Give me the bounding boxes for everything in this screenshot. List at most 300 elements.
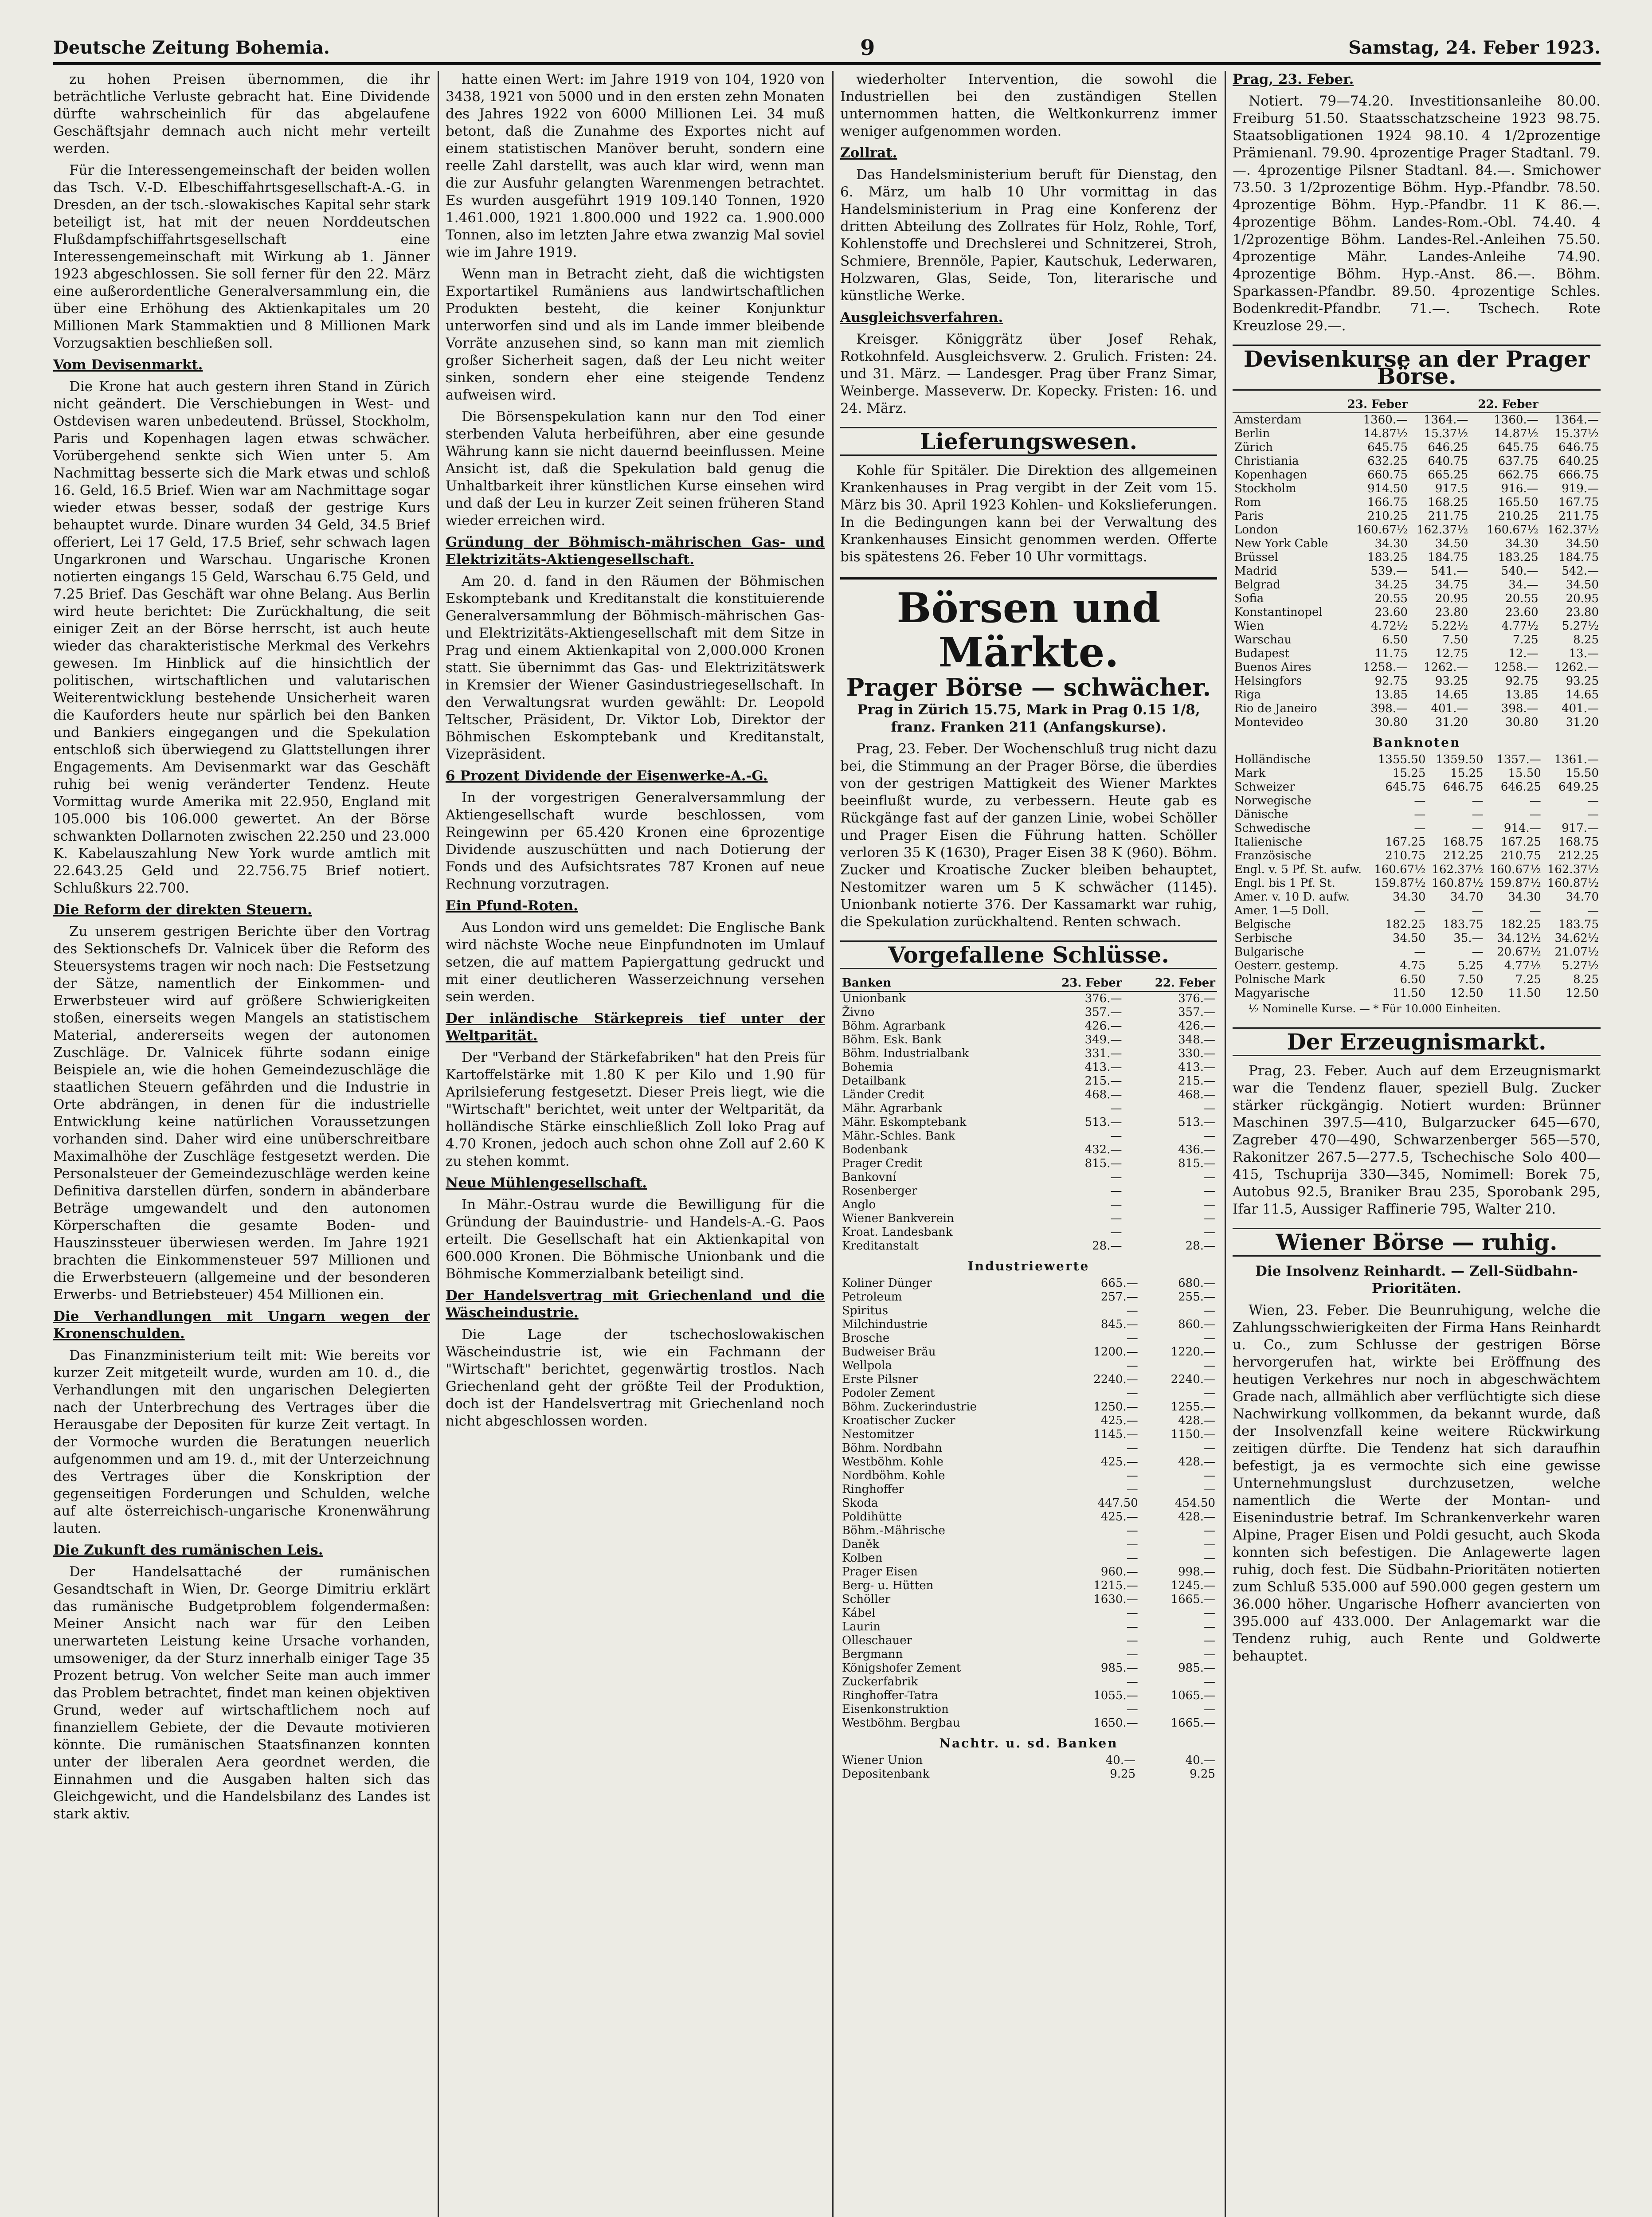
schluesse-table [840, 975, 1217, 1253]
row-value: 542.— [1562, 564, 1599, 578]
table-row [1233, 753, 1601, 767]
article-elbeschiffahrt: Für die Interessengemeinschaft der beiden wollen das Tsch. V.-D. Elbeschiffahrtsgesellschaft-A.-G. in Dresden, an der tsch.-slowakisches Kapital sehr stark beteiligt ist, hat mit der neuen Norddeutschen Flußdampfschiffahrtsgesellschaft eine Interessengemeinschaft mit Wirkung ab 1. Jänner 1923 abgeschlossen. Sie soll ferner für den 22. März eine außerordentliche Generalversammlung ein, die über eine Erhöhung des Aktienkapitales um 20 Millionen Mark Stammaktien und 8 Millionen Mark Vorzugsaktien beschließen soll. [53, 162, 430, 351]
row-label: Skoda [842, 1496, 878, 1510]
row-value: 1361.— [1554, 753, 1599, 766]
row-value: 376.— [1178, 992, 1215, 1005]
row-value: 182.25 [1500, 918, 1541, 931]
table-row [840, 1538, 1217, 1551]
row-label: Madrid [1234, 564, 1277, 578]
row-label: Warschau [1234, 633, 1292, 646]
row-label: Norwegische [1234, 794, 1311, 807]
row-value: 159.87½ [1374, 877, 1426, 890]
table-row [1233, 661, 1601, 674]
row-value: — [1204, 1648, 1215, 1661]
row-value: — [1126, 1634, 1138, 1647]
row-value: — [1204, 1620, 1215, 1633]
row-value: 914.— [1503, 822, 1541, 835]
row-value: 2240.— [1170, 1373, 1215, 1386]
table-row [1233, 835, 1601, 849]
row-label: Živno [842, 1006, 875, 1019]
article-heading-eisenwerke: 6 Prozent Dividende der Eisenwerke-A.-G. [446, 768, 768, 784]
row-value: — [1204, 1212, 1215, 1225]
article-pfund: Aus London wird uns gemeldet: Die Englische Bank wird nächste Woche neue Einpfundnoten im Umlauf setzen, die auf mattem Papiergattung gedruckt und mit einer deutlicheren Wasserzeichnung versehen sein werden. [446, 920, 825, 1005]
row-value: 680.— [1178, 1277, 1215, 1290]
row-value: 12.50 [1450, 987, 1484, 1000]
row-label: London [1234, 523, 1278, 537]
table-header: 23. Feber [1339, 397, 1409, 413]
article-heading-muehlen: Neue Mühlengesellschaft. [446, 1175, 647, 1191]
table-row [840, 1703, 1217, 1716]
row-value: 1360.— [1494, 413, 1538, 427]
row-value: 447.50 [1097, 1496, 1138, 1510]
row-value: 998.— [1178, 1565, 1215, 1579]
row-value: 215.— [1178, 1074, 1215, 1088]
row-label: Helsingfors [1234, 674, 1302, 688]
table-row [1233, 877, 1601, 890]
row-label: Wien [1234, 619, 1264, 633]
table-row [1233, 808, 1601, 822]
row-value: 34.25 [1374, 578, 1408, 591]
row-value: 5.25 [1457, 959, 1484, 972]
row-label: Podoler Zement [842, 1387, 935, 1400]
row-label: Eisenkonstruktion [842, 1703, 949, 1716]
table-row [1233, 702, 1601, 716]
row-label: Kábel [842, 1606, 876, 1620]
table-row [840, 1318, 1217, 1332]
table-header: 22. Feber [1124, 975, 1217, 991]
table-row [1233, 822, 1601, 835]
table-row [1233, 849, 1601, 863]
row-label: Buenos Aires [1234, 661, 1311, 674]
row-value: — [1126, 1620, 1138, 1633]
row-value: — [1414, 794, 1426, 807]
table-row [1233, 932, 1601, 945]
table-row [1233, 441, 1601, 454]
row-label: Rio de Janeiro [1234, 702, 1317, 715]
row-value: 6.50 [1400, 973, 1426, 986]
row-value: 40.— [1185, 1754, 1215, 1767]
table-row [840, 1428, 1217, 1441]
row-value: 914.50 [1367, 482, 1408, 495]
row-value: 428.— [1178, 1414, 1215, 1427]
table-header [1409, 397, 1470, 413]
wien-deck: Die Insolvenz Reinhardt. — Zell-Südbahn-Prioritäten. [1255, 1263, 1578, 1297]
table-header: 23. Feber [1030, 975, 1124, 991]
table-row [840, 1006, 1217, 1019]
table-row [1233, 468, 1601, 482]
row-label: Prager Eisen [842, 1565, 918, 1579]
row-value: 1360.— [1363, 413, 1408, 427]
row-value: 348.— [1178, 1033, 1215, 1046]
row-label: Bergmann [842, 1648, 903, 1661]
row-value: 401.— [1431, 702, 1468, 715]
table-row [840, 1019, 1217, 1033]
table-row [840, 1606, 1217, 1620]
row-label: Rosenberger [842, 1184, 917, 1198]
table-row [840, 1400, 1217, 1414]
table-row [840, 1754, 1217, 1767]
table-row [840, 1047, 1217, 1061]
row-value: 917.5 [1435, 482, 1468, 495]
row-value: 845.— [1100, 1318, 1138, 1331]
table-header [1233, 397, 1339, 413]
row-label: Magyarische [1234, 987, 1310, 1000]
row-value: 413.— [1178, 1061, 1215, 1074]
row-value: — [1204, 1184, 1215, 1198]
row-value: — [1204, 1226, 1215, 1239]
prag-heading: Prag, 23. Feber. [1233, 71, 1354, 87]
table-row [840, 1143, 1217, 1157]
article-heading-pfund: Ein Pfund-Roten. [446, 898, 578, 914]
table-row [840, 1359, 1217, 1373]
row-value: 7.50 [1457, 973, 1484, 986]
row-label: Nestomitzer [842, 1428, 914, 1441]
table-row [840, 1226, 1217, 1239]
row-label: Kroat. Landesbank [842, 1226, 953, 1239]
row-label: Dänische [1234, 808, 1288, 821]
row-value: 632.25 [1367, 454, 1408, 468]
row-value: — [1126, 1524, 1138, 1537]
row-value: 376.— [1084, 992, 1122, 1005]
row-value: 331.— [1084, 1047, 1122, 1060]
table-row [840, 1332, 1217, 1345]
row-value: 349.— [1084, 1033, 1122, 1046]
row-value: 637.75 [1498, 454, 1538, 468]
row-value: 210.75 [1500, 849, 1541, 862]
row-label: Anglo [842, 1198, 876, 1211]
table-row [1233, 767, 1601, 780]
table-row [1233, 523, 1601, 537]
row-value: 34.70 [1566, 890, 1599, 904]
row-label: Westböhm. Bergbau [842, 1716, 960, 1730]
row-value: 4.77½ [1504, 959, 1541, 972]
row-value: 1364.— [1423, 413, 1468, 427]
row-label: Ringhoffer-Tatra [842, 1689, 939, 1702]
row-value: 167.25 [1500, 835, 1541, 849]
row-value: 30.80 [1374, 716, 1408, 729]
row-value: 1145.— [1093, 1428, 1138, 1441]
row-value: 4.75 [1400, 959, 1426, 972]
row-label: Amer. 1—5 Doll. [1234, 904, 1329, 917]
row-value: — [1126, 1538, 1138, 1551]
row-value: 93.25 [1435, 674, 1468, 688]
column-divider [832, 71, 834, 2217]
newspaper-name: Deutsche Zeitung Bohemia. [53, 37, 330, 58]
row-value: — [1204, 1703, 1215, 1716]
row-label: Serbische [1234, 932, 1292, 945]
row-value: 162.37½ [1547, 523, 1599, 537]
row-label: Berlin [1234, 427, 1270, 440]
table-row [1233, 918, 1601, 932]
row-value: — [1204, 1198, 1215, 1211]
row-label: Montevideo [1234, 716, 1304, 729]
row-value: 7.25 [1512, 633, 1538, 646]
row-value: 210.25 [1498, 509, 1538, 523]
table-row [840, 1387, 1217, 1400]
row-value: 4.72½ [1370, 619, 1408, 633]
table-row [1233, 987, 1601, 1000]
row-value: 5.22½ [1431, 619, 1468, 633]
row-value: 34.30 [1505, 537, 1538, 550]
row-value: 541.— [1431, 564, 1468, 578]
row-label: Zuckerfabrik [842, 1675, 918, 1688]
row-value: — [1110, 1102, 1122, 1115]
row-value: 649.25 [1558, 780, 1599, 794]
row-label: Kroatischer Zucker [842, 1414, 955, 1427]
row-value: 1355.50 [1378, 753, 1426, 766]
row-value: 646.75 [1443, 780, 1484, 794]
row-value: 960.— [1100, 1565, 1138, 1579]
row-label: Sofia [1234, 592, 1264, 605]
row-label: Brosche [842, 1332, 890, 1345]
row-value: 166.75 [1367, 496, 1408, 509]
table-row [840, 1074, 1217, 1088]
masthead [53, 31, 1601, 65]
column-4 [1233, 71, 1601, 2217]
banknoten-table [1233, 753, 1601, 1000]
row-value: 160.67½ [1489, 863, 1541, 876]
table-row [840, 1455, 1217, 1469]
article-lieferungswesen: Kohle für Spitäler. Die Direktion des allgemeinen Krankenhauses in Prag vergibt in der Zeit vom 15. März bis 30. April 1923 Kohlen- und Kokslieferungen. In die Bedingungen kann bei der Verwaltung des Krankenhauses Einsicht genommen werden. Offerte bis spätestens 26. Feber 10 Uhr vormittags. [840, 462, 1217, 565]
erzeugnis-title: Der Erzeugnismarkt. [1233, 1027, 1601, 1056]
table-row [1233, 537, 1601, 551]
row-value: — [1204, 1332, 1215, 1345]
row-value: — [1414, 822, 1426, 835]
devisen-table [1233, 397, 1601, 729]
table-row [1233, 509, 1601, 523]
row-value: — [1414, 945, 1426, 959]
table-row [840, 1290, 1217, 1304]
row-value: 30.80 [1505, 716, 1538, 729]
row-value: — [1110, 1198, 1122, 1211]
row-value: 917.— [1562, 822, 1599, 835]
issue-date: Samstag, 24. Feber 1923. [1348, 37, 1601, 58]
row-label: Olleschauer [842, 1634, 912, 1647]
row-label: Mähr. Agrarbank [842, 1102, 942, 1115]
row-value: 8.25 [1573, 633, 1599, 646]
row-value: 646.25 [1428, 441, 1468, 454]
row-value: 640.75 [1428, 454, 1468, 468]
row-label: Budweiser Bräu [842, 1345, 936, 1359]
row-value: 183.75 [1443, 918, 1484, 931]
row-value: 168.75 [1443, 835, 1484, 849]
row-label: Milchindustrie [842, 1318, 928, 1331]
row-value: 167.25 [1385, 835, 1426, 849]
table-row [1233, 647, 1601, 661]
row-value: 23.60 [1505, 606, 1538, 619]
row-value: 34.70 [1450, 890, 1484, 904]
row-value: — [1126, 1359, 1138, 1372]
row-value: — [1204, 1675, 1215, 1688]
row-value: — [1126, 1304, 1138, 1317]
schluesse-title: Vorgefallene Schlüsse. [840, 940, 1217, 969]
row-value: 398.— [1370, 702, 1408, 715]
column-2 [446, 71, 825, 2217]
row-value: 31.20 [1566, 716, 1599, 729]
row-value: 4.77½ [1501, 619, 1538, 633]
article-gas: Am 20. d. fand in den Räumen der Böhmischen Eskomptebank und Kreditanstalt die konstituierende Generalversammlung der Böhmisch-mährischen Gas- und Elektrizitäts-Aktiengesellschaft mit dem Sitze in Prag und einem Aktienkapital von 2,000.000 Kronen statt. Sie übernimmt das Gas- und Elektrizitätswerk in Kremsier der Wiener Gasindustriegesellschaft. In den Verwaltungsrat wurden gewählt: Dr. Leopold Teltscher, Präsident, Dr. Viktor Lob, Direktor der Böhmischen Eskomptebank und Kreditanstalt, Vizepräsident. [446, 573, 825, 762]
row-value: 513.— [1084, 1116, 1122, 1129]
article-heading-devisenmarkt: Vom Devisenmarkt. [53, 357, 203, 373]
row-label: Ringhoffer [842, 1483, 904, 1496]
row-value: 34.— [1508, 578, 1538, 591]
table-row [1233, 890, 1601, 904]
article-heading-staerke: Der inländische Stärkepreis tief unter der Weltparität. [446, 1011, 825, 1044]
row-label: Engl. v. 5 Pf. St. aufw. [1234, 863, 1362, 876]
row-value: 15.50 [1508, 767, 1541, 780]
row-value: 162.37½ [1417, 523, 1468, 537]
table-row [1233, 413, 1601, 427]
table-header [1540, 397, 1601, 413]
row-label: Böhm. Industrialbank [842, 1047, 969, 1060]
article-leu: Der Handelsattaché der rumänischen Gesandtschaft in Wien, Dr. George Dimitriu erklärt das rumänische Budgetproblem folgendermaßen: Meiner Ansicht nach war für den Leiben unerwarteten Leistung keine Ursache vorhanden, umsoweniger, da der Sturz innerhalb einiger Tage 35 Prozent betrug. Von welcher Seite man auch immer das Problem betrachtet, findet man keinen objektiven Grund, weder auf wirtschaftlichem noch auf finanziellem Gebiete, der die Devaute motivieren könnte. Die rumänischen Staatsfinanzen konnten unter der liberalen Aera geordnet werden, die Einnahmen und die Ausgaben halten sich das Gleichgewicht, und die Handelsbilanz des Landes ist stark aktiv. [53, 1564, 430, 1822]
row-value: — [1587, 808, 1599, 821]
row-value: 14.65 [1566, 688, 1599, 701]
row-value: 210.75 [1385, 849, 1426, 862]
row-label: Mähr. Eskomptebank [842, 1116, 967, 1129]
row-value: 1357.— [1496, 753, 1541, 766]
table-row [840, 1593, 1217, 1606]
row-value: — [1126, 1675, 1138, 1688]
row-value: 1262.— [1423, 661, 1468, 674]
row-value: 15.50 [1566, 767, 1599, 780]
row-value: 160.67½ [1374, 863, 1426, 876]
row-value: 13.— [1569, 647, 1599, 660]
row-value: — [1204, 1634, 1215, 1647]
row-label: Bohemia [842, 1061, 893, 1074]
row-label: Petroleum [842, 1290, 902, 1304]
row-value: 5.27½ [1562, 959, 1599, 972]
article-muehlen: In Mähr.-Ostrau wurde die Bewilligung für die Gründung der Bauindustrie- und Handels-A.-G. Paos erteilt. Die Gesellschaft hat ein Aktienkapital von 600.000 Kronen. Die Böhmische Unionbank und die Böhmische Kommerzialbank beteiligt sind. [446, 1197, 825, 1282]
table-row [840, 1184, 1217, 1198]
row-label: Amsterdam [1234, 413, 1302, 427]
row-value: — [1472, 945, 1484, 959]
column-3 [840, 71, 1217, 2217]
table-row [840, 1239, 1217, 1253]
prager-boerse-title: Prager Börse — schwächer. [846, 673, 1211, 701]
table-row [1233, 578, 1601, 592]
row-value: 645.75 [1498, 441, 1538, 454]
row-label: Erste Pilsner [842, 1373, 918, 1386]
row-value: 513.— [1178, 1116, 1215, 1129]
row-value: 401.— [1562, 702, 1599, 715]
table-row [1233, 427, 1601, 441]
table-row [840, 1373, 1217, 1387]
row-value: 1200.— [1093, 1345, 1138, 1359]
misc-table [840, 1754, 1217, 1781]
row-label: Riga [1234, 688, 1261, 701]
table-row [840, 1510, 1217, 1524]
table-row [840, 1551, 1217, 1565]
row-value: — [1204, 1441, 1215, 1455]
row-value: — [1204, 1469, 1215, 1482]
article-zollrat: Das Handelsministerium beruft für Dienstag, den 6. März, um halb 10 Uhr vormittag in das Handelsministerium in Prag eine Konferenz der dritten Abteilung des Zollrates für Holz, Rohle, Torf, Kohlenstoffe und Drechslerei und Schnitzerei, Stroh, Schmiere, Brennöle, Papier, Kautschuk, Lederwaren, Holzwaren, Glas, Seide, Ton, literarische und künstliche Werke. [840, 167, 1217, 304]
row-value: 34.75 [1435, 578, 1468, 591]
row-label: New York Cable [1234, 537, 1328, 550]
row-label: Prager Credit [842, 1157, 923, 1170]
row-value: 11.50 [1508, 987, 1541, 1000]
row-value: 92.75 [1505, 674, 1538, 688]
row-label: Kreditanstalt [842, 1239, 919, 1253]
row-label: Oesterr. gestemp. [1234, 959, 1339, 972]
row-value: 1364.— [1554, 413, 1599, 427]
row-value: 357.— [1178, 1006, 1215, 1019]
row-value: — [1587, 794, 1599, 807]
table-row [840, 1171, 1217, 1184]
row-value: 13.85 [1374, 688, 1408, 701]
row-value: 34.50 [1392, 932, 1426, 945]
row-value: 184.75 [1558, 551, 1599, 564]
row-value: 92.75 [1374, 674, 1408, 688]
row-value: 168.25 [1428, 496, 1468, 509]
row-value: 15.25 [1450, 767, 1484, 780]
row-label: Spiritus [842, 1304, 889, 1317]
row-value: 160.87½ [1432, 877, 1484, 890]
row-value: 357.— [1084, 1006, 1122, 1019]
row-value: — [1529, 794, 1541, 807]
row-value: 1258.— [1494, 661, 1538, 674]
row-label: Stockholm [1234, 482, 1296, 495]
row-label: Amer. v. 10 D. aufw. [1234, 890, 1350, 904]
table-row [840, 1496, 1217, 1510]
table-row [840, 1767, 1217, 1781]
table-row [1233, 496, 1601, 509]
table-row [840, 1579, 1217, 1593]
row-value: 1250.— [1093, 1400, 1138, 1414]
row-value: 1220.— [1170, 1345, 1215, 1359]
industry-rows [840, 1277, 1217, 1730]
row-label: Budapest [1234, 647, 1289, 660]
row-label: Bulgarische [1234, 945, 1304, 959]
row-label: Böhm. Esk. Bank [842, 1033, 942, 1046]
table-row [840, 1689, 1217, 1703]
table-row [1233, 794, 1601, 808]
row-value: 162.37½ [1547, 863, 1599, 876]
row-value: 662.75 [1498, 468, 1538, 482]
table-row [1233, 945, 1601, 959]
row-value: 468.— [1178, 1088, 1215, 1101]
table-row [1233, 780, 1601, 794]
table-row [840, 1129, 1217, 1143]
row-label: Daněk [842, 1538, 880, 1551]
row-label: Depositenbank [842, 1767, 930, 1781]
row-value: 184.75 [1428, 551, 1468, 564]
row-value: 9.25 [1110, 1767, 1136, 1781]
row-value: 28.— [1185, 1239, 1215, 1253]
row-value: — [1204, 1483, 1215, 1496]
row-value: — [1126, 1483, 1138, 1496]
row-value: 212.25 [1443, 849, 1484, 862]
banknoten-subheading: Banknoten [1372, 735, 1461, 750]
article-erzeugnismarkt: Prag, 23. Feber. Auch auf dem Erzeugnismarkt war die Tendenz flauer, speziell Bulg. Zucker stärker rückgängig. Notiert wurden: Brünner Maschinen 397.5—410, Bulgarzucker 645—670, Zagreber 470—490, Schwarzenberger 565—570, Rakonitzer 267.5—277.5, Tschechische Solo 400—415, Tschuprija 330—345, Nomimell: Borek 75, Autobus 92.5, Braniker Brau 235, Sporobank 295, Ifar 11.5, Aussiger Raffinerie 795, Walter 210. [1233, 1063, 1601, 1217]
row-value: 1262.— [1554, 661, 1599, 674]
table-row [1233, 606, 1601, 619]
row-value: 40.— [1105, 1754, 1136, 1767]
row-value: 428.— [1178, 1455, 1215, 1469]
table-row [840, 1102, 1217, 1116]
row-label: Christiania [1234, 454, 1299, 468]
row-label: Böhm.-Mährische [842, 1524, 945, 1537]
table-row [840, 1304, 1217, 1318]
table-row [840, 1634, 1217, 1648]
row-value: — [1472, 904, 1484, 917]
row-value: 212.25 [1558, 849, 1599, 862]
row-value: — [1110, 1171, 1122, 1184]
row-value: 183.75 [1558, 918, 1599, 931]
row-label: Böhm. Agrarbank [842, 1019, 946, 1033]
table-row [1233, 592, 1601, 606]
row-value: 14.65 [1435, 688, 1468, 701]
